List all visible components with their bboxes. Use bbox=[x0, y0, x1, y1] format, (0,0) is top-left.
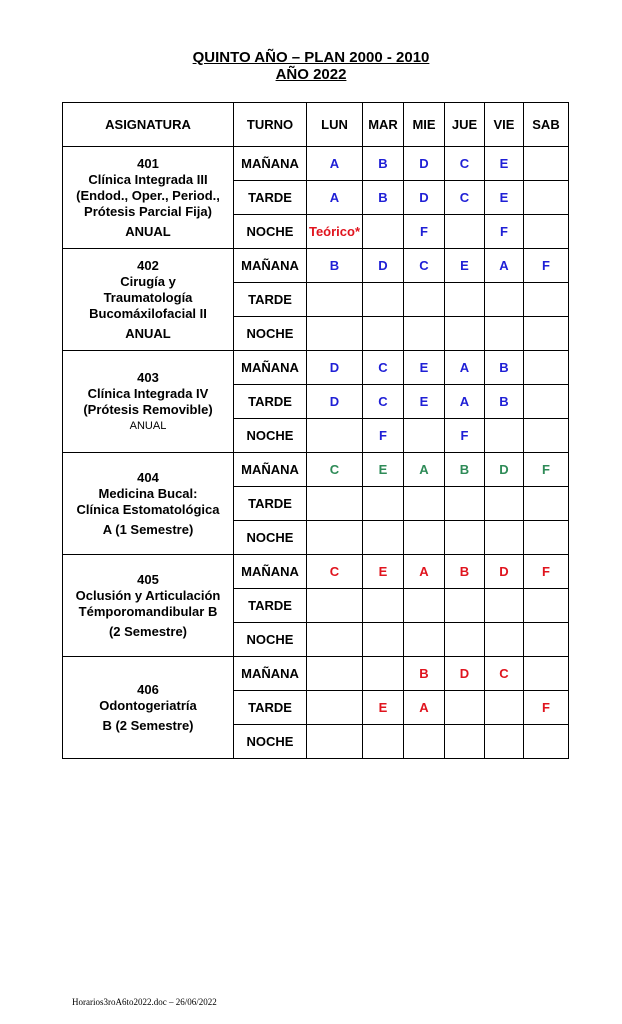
schedule-cell: F bbox=[524, 691, 569, 725]
turno-cell: TARDE bbox=[234, 589, 307, 623]
schedule-cell: E bbox=[445, 249, 485, 283]
table-row bbox=[63, 453, 569, 487]
col-header-asignatura: ASIGNATURA bbox=[63, 103, 234, 147]
schedule-cell bbox=[524, 147, 569, 181]
schedule-cell bbox=[307, 283, 363, 317]
subject-cell bbox=[63, 147, 234, 249]
subject-line: Cirugía y bbox=[120, 273, 176, 289]
schedule-cell: D bbox=[363, 249, 404, 283]
schedule-cell bbox=[485, 419, 524, 453]
subject-line: Clínica Estomatológica bbox=[76, 501, 220, 517]
table-row bbox=[63, 147, 569, 181]
schedule-cell bbox=[307, 317, 363, 351]
schedule-cell bbox=[485, 487, 524, 521]
schedule-cell: B bbox=[445, 453, 485, 487]
turno-cell: TARDE bbox=[234, 487, 307, 521]
subject-line: (Endod., Oper., Period., bbox=[76, 187, 220, 203]
turno-cell: NOCHE bbox=[234, 623, 307, 657]
schedule-cell: A bbox=[445, 351, 485, 385]
subject-line: Clínica Integrada IV bbox=[87, 385, 209, 401]
schedule-cell: C bbox=[307, 555, 363, 589]
subject-line: Prótesis Parcial Fija) bbox=[84, 203, 212, 219]
document-title: QUINTO AÑO – PLAN 2000 - 2010 bbox=[192, 49, 430, 66]
schedule-cell bbox=[363, 725, 404, 759]
subject-line: Clínica Integrada III bbox=[88, 171, 208, 187]
subject-cell bbox=[63, 453, 234, 555]
schedule-cell: C bbox=[363, 351, 404, 385]
turno-cell: MAÑANA bbox=[234, 555, 307, 589]
col-header-sab: SAB bbox=[524, 103, 569, 147]
schedule-cell bbox=[363, 657, 404, 691]
table-row bbox=[63, 351, 569, 385]
turno-cell: TARDE bbox=[234, 691, 307, 725]
subject-code: 404 bbox=[137, 469, 159, 485]
schedule-cell: B bbox=[485, 385, 524, 419]
schedule-cell: E bbox=[363, 691, 404, 725]
schedule-cell bbox=[307, 487, 363, 521]
schedule-cell: C bbox=[307, 453, 363, 487]
col-header-vie: VIE bbox=[485, 103, 524, 147]
schedule-cell bbox=[404, 487, 445, 521]
turno-cell: NOCHE bbox=[234, 725, 307, 759]
subject-line: ANUAL bbox=[125, 325, 171, 341]
turno-cell: NOCHE bbox=[234, 215, 307, 249]
schedule-cell: D bbox=[445, 657, 485, 691]
schedule-cell: B bbox=[363, 147, 404, 181]
schedule-cell bbox=[485, 623, 524, 657]
schedule-cell: E bbox=[404, 351, 445, 385]
schedule-cell: F bbox=[445, 419, 485, 453]
document-footer: Horarios3roA6to2022.doc – 26/06/2022 bbox=[72, 997, 217, 1007]
schedule-cell bbox=[445, 487, 485, 521]
schedule-cell bbox=[485, 589, 524, 623]
header-row bbox=[63, 103, 569, 147]
schedule-cell bbox=[524, 283, 569, 317]
schedule-cell: B bbox=[445, 555, 485, 589]
subject-line: ANUAL bbox=[125, 223, 171, 239]
schedule-cell: E bbox=[404, 385, 445, 419]
col-header-turno: TURNO bbox=[234, 103, 307, 147]
schedule-cell bbox=[485, 521, 524, 555]
schedule-cell bbox=[307, 623, 363, 657]
subject-code: 403 bbox=[137, 369, 159, 385]
schedule-cell bbox=[404, 317, 445, 351]
schedule-cell: A bbox=[485, 249, 524, 283]
subject-line: Odontogeriatría bbox=[99, 697, 197, 713]
subject-cell bbox=[63, 249, 234, 351]
subject-cell bbox=[63, 351, 234, 453]
schedule-cell bbox=[307, 419, 363, 453]
schedule-cell bbox=[524, 351, 569, 385]
turno-cell: MAÑANA bbox=[234, 657, 307, 691]
turno-cell: MAÑANA bbox=[234, 249, 307, 283]
subject-line: Témporomandibular B bbox=[78, 603, 218, 619]
schedule-cell bbox=[363, 589, 404, 623]
subject-cell bbox=[63, 555, 234, 657]
schedule-cell bbox=[524, 317, 569, 351]
schedule-cell bbox=[485, 725, 524, 759]
col-header-mie: MIE bbox=[404, 103, 445, 147]
schedule-cell: B bbox=[363, 181, 404, 215]
schedule-cell bbox=[445, 691, 485, 725]
schedule-cell bbox=[524, 725, 569, 759]
subject-code: 401 bbox=[137, 155, 159, 171]
schedule-cell bbox=[404, 623, 445, 657]
schedule-cell bbox=[524, 487, 569, 521]
schedule-cell: E bbox=[485, 181, 524, 215]
subject-code: 402 bbox=[137, 257, 159, 273]
schedule-cell bbox=[485, 283, 524, 317]
schedule-cell bbox=[445, 215, 485, 249]
schedule-cell bbox=[524, 215, 569, 249]
turno-cell: NOCHE bbox=[234, 317, 307, 351]
subject-line: B (2 Semestre) bbox=[102, 717, 194, 733]
schedule-cell bbox=[363, 487, 404, 521]
col-header-lun: LUN bbox=[307, 103, 363, 147]
turno-cell: MAÑANA bbox=[234, 147, 307, 181]
schedule-cell: A bbox=[445, 385, 485, 419]
schedule-cell bbox=[307, 657, 363, 691]
schedule-cell: C bbox=[404, 249, 445, 283]
schedule-cell: D bbox=[485, 453, 524, 487]
subject-code: 405 bbox=[137, 571, 159, 587]
schedule-cell bbox=[445, 623, 485, 657]
table-row bbox=[63, 249, 569, 283]
subject-line: A (1 Semestre) bbox=[102, 521, 194, 537]
schedule-cell: F bbox=[524, 453, 569, 487]
schedule-cell: E bbox=[485, 147, 524, 181]
document-year: AÑO 2022 bbox=[275, 66, 347, 83]
schedule-table bbox=[62, 102, 569, 759]
table-row bbox=[63, 555, 569, 589]
col-header-mar: MAR bbox=[363, 103, 404, 147]
schedule-cell: D bbox=[307, 351, 363, 385]
turno-cell: MAÑANA bbox=[234, 453, 307, 487]
schedule-cell bbox=[524, 623, 569, 657]
schedule-cell: A bbox=[404, 555, 445, 589]
turno-cell: TARDE bbox=[234, 385, 307, 419]
turno-cell: NOCHE bbox=[234, 419, 307, 453]
subject-line: Medicina Bucal: bbox=[98, 485, 198, 501]
schedule-cell bbox=[485, 317, 524, 351]
schedule-cell: B bbox=[404, 657, 445, 691]
schedule-cell bbox=[363, 215, 404, 249]
schedule-cell bbox=[445, 589, 485, 623]
schedule-cell bbox=[445, 521, 485, 555]
schedule-cell: D bbox=[404, 181, 445, 215]
subject-line: Oclusión y Articulación bbox=[75, 587, 221, 603]
schedule-cell bbox=[524, 385, 569, 419]
schedule-cell: E bbox=[363, 453, 404, 487]
schedule-cell bbox=[363, 283, 404, 317]
schedule-cell: D bbox=[485, 555, 524, 589]
schedule-cell: A bbox=[404, 453, 445, 487]
subject-line: Bucomáxilofacial II bbox=[89, 305, 207, 321]
schedule-cell bbox=[524, 657, 569, 691]
col-header-jue: JUE bbox=[445, 103, 485, 147]
schedule-cell bbox=[404, 283, 445, 317]
schedule-cell bbox=[404, 725, 445, 759]
schedule-cell bbox=[524, 419, 569, 453]
schedule-cell bbox=[404, 521, 445, 555]
schedule-cell bbox=[524, 521, 569, 555]
schedule-cell: A bbox=[307, 147, 363, 181]
schedule-cell: D bbox=[307, 385, 363, 419]
subject-line: Traumatología bbox=[103, 289, 193, 305]
schedule-cell bbox=[307, 521, 363, 555]
turno-cell: TARDE bbox=[234, 283, 307, 317]
schedule-cell: F bbox=[485, 215, 524, 249]
schedule-cell bbox=[363, 623, 404, 657]
schedule-cell bbox=[307, 589, 363, 623]
schedule-cell: B bbox=[485, 351, 524, 385]
subject-line: (2 Semestre) bbox=[108, 623, 188, 639]
schedule-cell: C bbox=[363, 385, 404, 419]
turno-cell: NOCHE bbox=[234, 521, 307, 555]
turno-cell: MAÑANA bbox=[234, 351, 307, 385]
schedule-cell bbox=[363, 317, 404, 351]
schedule-cell bbox=[524, 589, 569, 623]
turno-cell: TARDE bbox=[234, 181, 307, 215]
schedule-cell: F bbox=[524, 249, 569, 283]
schedule-cell bbox=[445, 317, 485, 351]
schedule-cell bbox=[445, 725, 485, 759]
schedule-cell: C bbox=[485, 657, 524, 691]
schedule-cell bbox=[485, 691, 524, 725]
schedule-cell bbox=[307, 691, 363, 725]
subject-line: (Prótesis Removible) bbox=[83, 401, 213, 417]
schedule-cell bbox=[404, 419, 445, 453]
schedule-cell bbox=[524, 181, 569, 215]
schedule-cell: F bbox=[363, 419, 404, 453]
schedule-cell: A bbox=[404, 691, 445, 725]
schedule-cell: A bbox=[307, 181, 363, 215]
schedule-cell: E bbox=[363, 555, 404, 589]
schedule-cell bbox=[445, 283, 485, 317]
schedule-cell: B bbox=[307, 249, 363, 283]
table-row bbox=[63, 657, 569, 691]
schedule-cell: C bbox=[445, 147, 485, 181]
schedule-cell bbox=[404, 589, 445, 623]
schedule-cell bbox=[307, 725, 363, 759]
subject-line: ANUAL bbox=[129, 419, 167, 432]
subject-cell bbox=[63, 657, 234, 759]
subject-code: 406 bbox=[137, 681, 159, 697]
schedule-cell: F bbox=[404, 215, 445, 249]
schedule-cell: C bbox=[445, 181, 485, 215]
schedule-cell bbox=[363, 521, 404, 555]
schedule-cell: D bbox=[404, 147, 445, 181]
schedule-cell: F bbox=[524, 555, 569, 589]
schedule-cell: Teórico* bbox=[307, 215, 363, 249]
